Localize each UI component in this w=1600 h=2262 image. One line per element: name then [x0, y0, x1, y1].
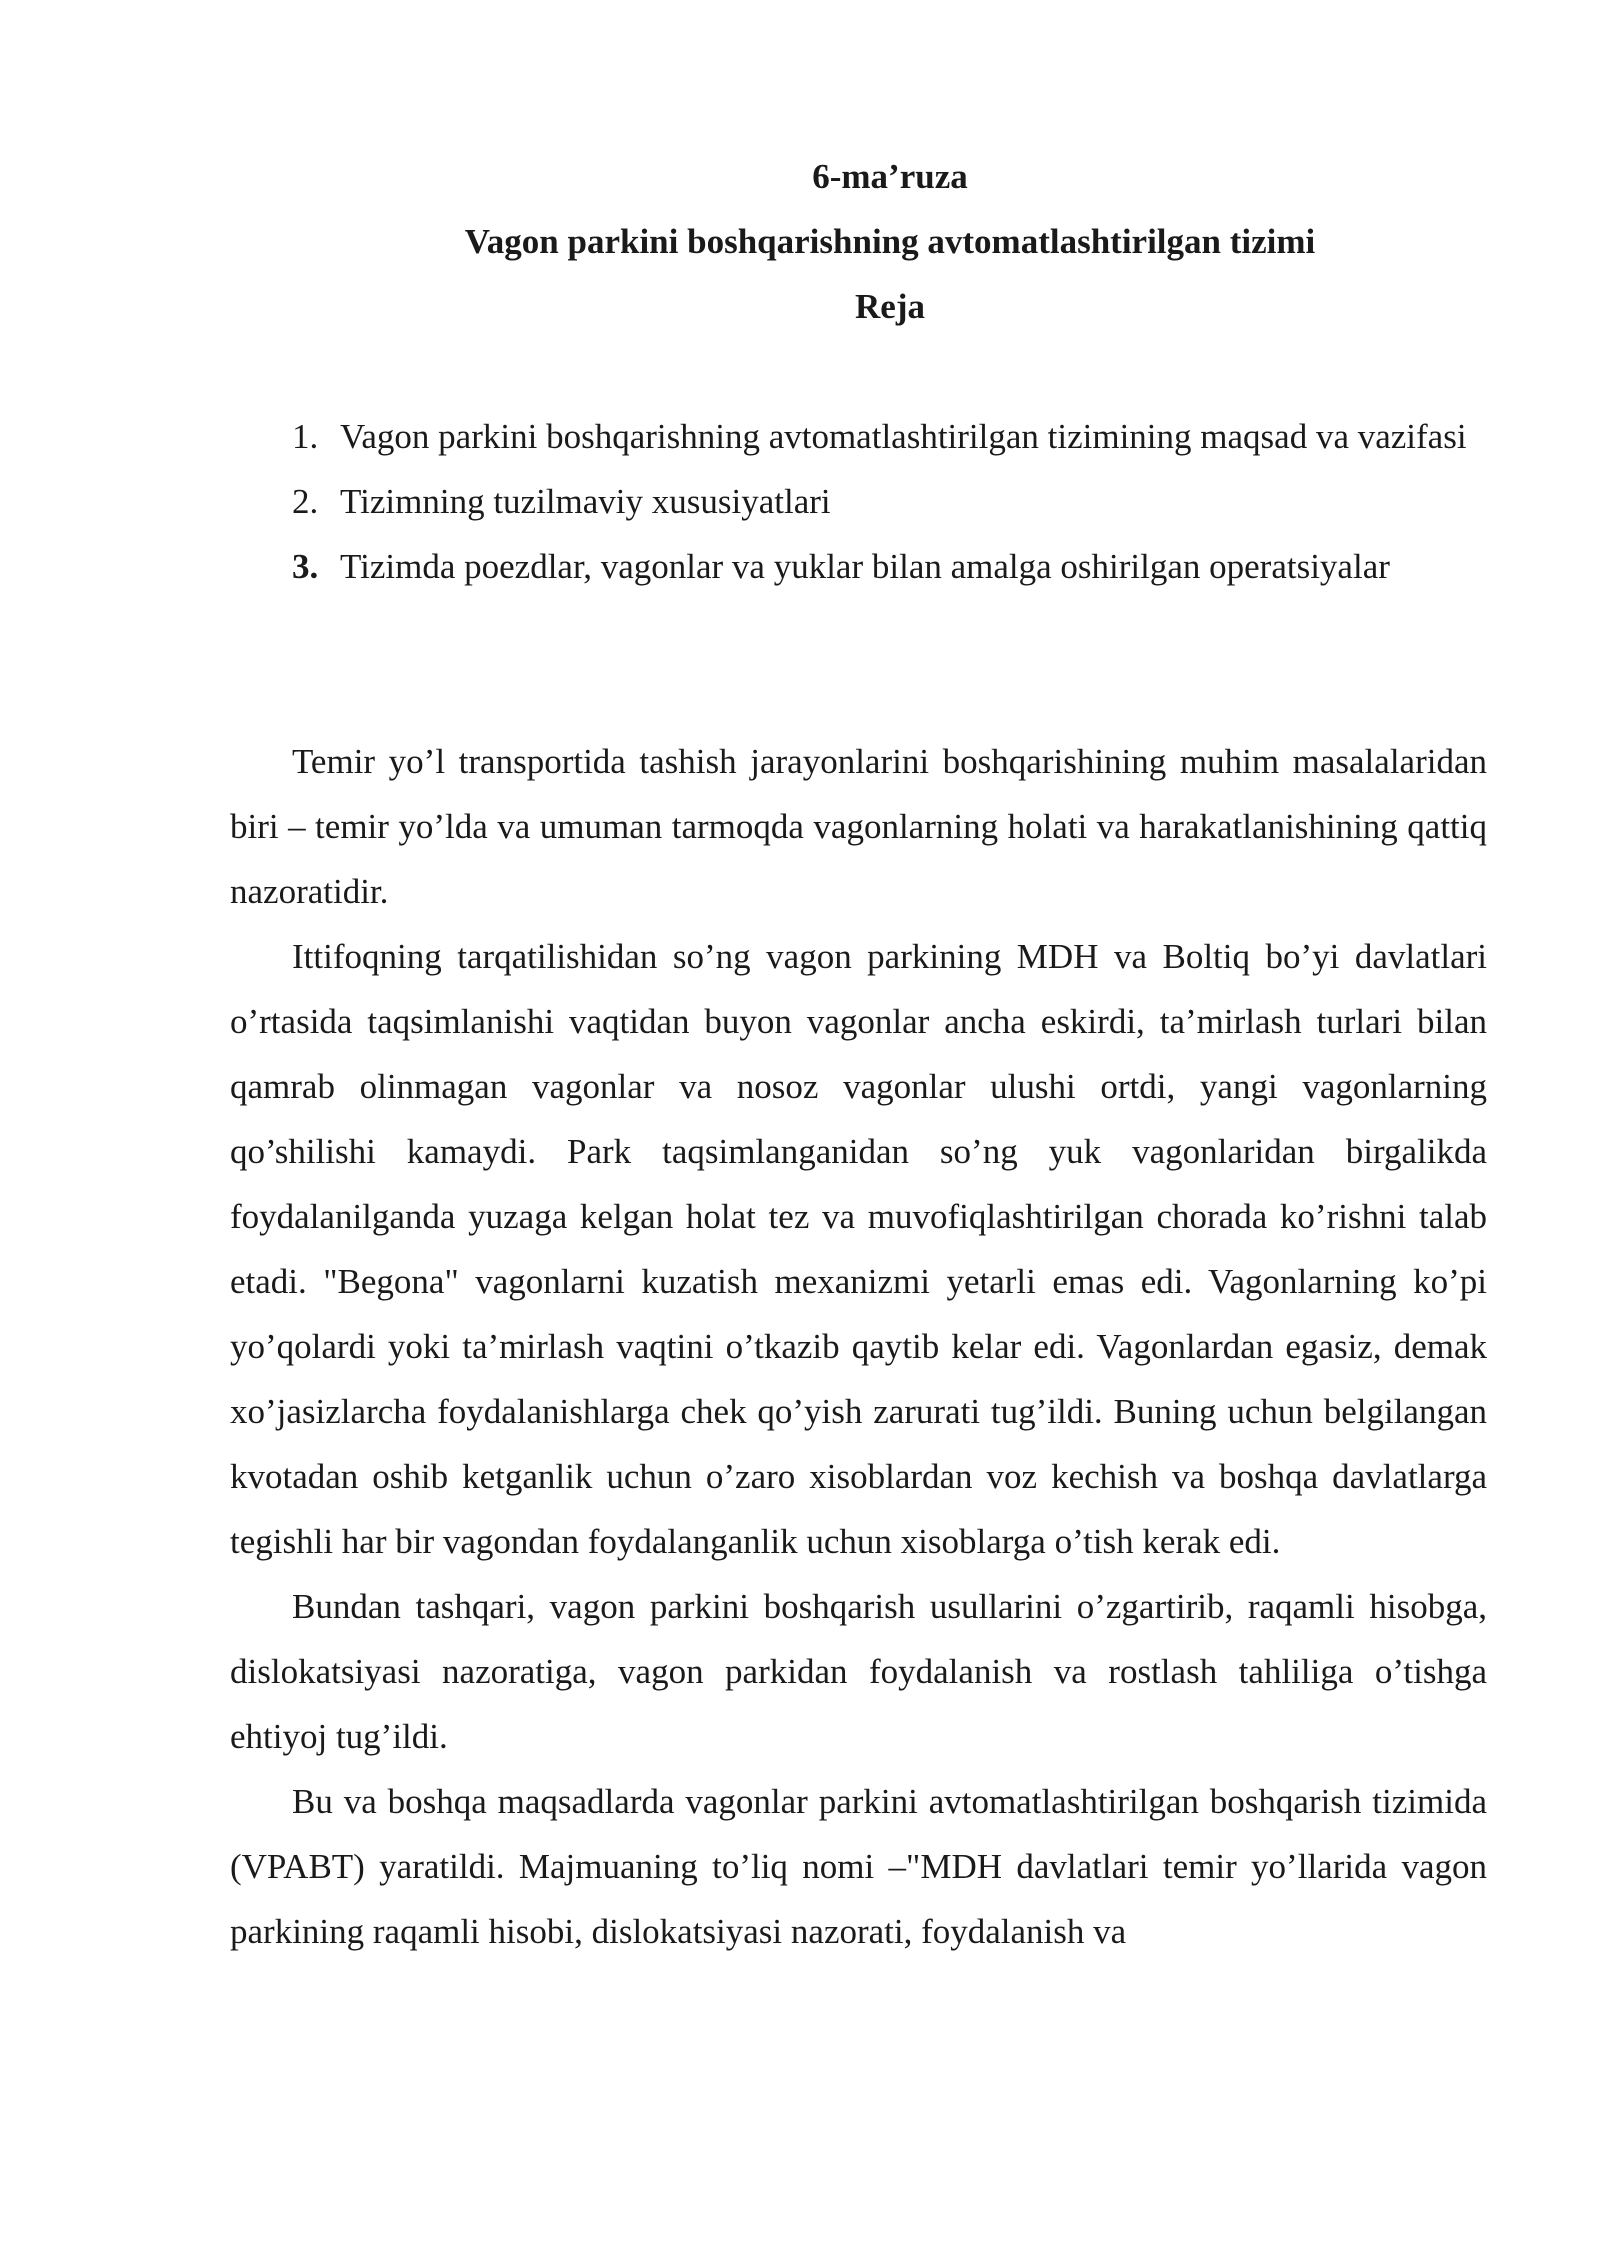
plan-heading: Reja [855, 287, 925, 326]
body-text [230, 729, 1487, 1964]
lecture-number: 6-ma’ruza [812, 157, 968, 196]
plan-item-number: 1. [292, 417, 319, 456]
plan-item-text: Vagon parkini boshqarishning avtomatlashtirilgan tizimining maqsad va vazifasi [340, 417, 1467, 456]
paragraph: Bu va boshqa maqsadlarda vagonlar parkini avtomatlashtirilgan boshqarish tizimida (VPABT) yaratildi. Majmuaning to’liq nomi –"MDH davlatlari temir yo’llarida vagon parkining raqamli hisobi, dislokatsiyasi nazorati, foydalanish va [230, 1782, 1487, 1951]
plan-item-text: Tizimning tuzilmaviy xususiyatlari [340, 482, 831, 521]
plan-item [292, 404, 1502, 469]
plan-item [292, 469, 1502, 534]
plan-item-text: Tizimda poezdlar, vagonlar va yuklar bilan amalga oshirilgan operatsiyalar [340, 547, 1390, 586]
plan-item [292, 534, 1502, 599]
plan-item-number: 3. [292, 547, 319, 586]
lecture-title: Vagon parkini boshqarishning avtomatlashtirilgan tizimi [464, 222, 1316, 261]
plan-item-number: 2. [292, 482, 319, 521]
paragraph: Bundan tashqari, vagon parkini boshqarish usullarini o’zgartirib, raqamli hisobga, dislokatsiyasi nazoratiga, vagon parkidan foydalanish va rostlash tahliliga o’tishga ehtiyoj tug’ildi. [230, 1587, 1487, 1756]
document-header [230, 144, 1550, 339]
paragraph: Temir yo’l transportida tashish jarayonlarini boshqarishining muhim masalalaridan biri – temir yo’lda va umuman tarmoqda vagonlarning holati va harakatlanishining qattiq nazoratidir. [230, 742, 1487, 911]
paragraph: Ittifoqning tarqatilishidan so’ng vagon parkining MDH va Boltiq bo’yi davlatlari o’rtasida taqsimlanishi vaqtidan buyon vagonlar ancha eskirdi, ta’mirlash turlari bilan qamrab olinmagan vagonlar va nosoz vagonlar ulushi ortdi, yangi vagonlarning qo’shilishi kamaydi. Park taqsimlanganidan so’ng yuk vagonlaridan birgalikda foydalanilganda yuzaga kelgan holat tez va muvofiqlashtirilgan chorada ko’rishni talab etadi. "Begona" vagonlarni kuzatish mexanizmi yetarli emas edi. Vagonlarning ko’pi yo’qolardi yoki ta’mirlash vaqtini o’tkazib qaytib kelar edi. Vagonlardan egasiz, demak xo’jasizlarcha foydalanishlarga chek qo’yish zarurati tug’ildi. Buning uchun belgilangan kvotadan oshib ketganlik uchun o’zaro xisoblardan voz kechish va boshqa davlatlarga tegishli har bir vagondan foydalanganlik uchun xisoblarga o’tish kerak edi. [230, 937, 1487, 1561]
plan-list [292, 404, 1502, 599]
